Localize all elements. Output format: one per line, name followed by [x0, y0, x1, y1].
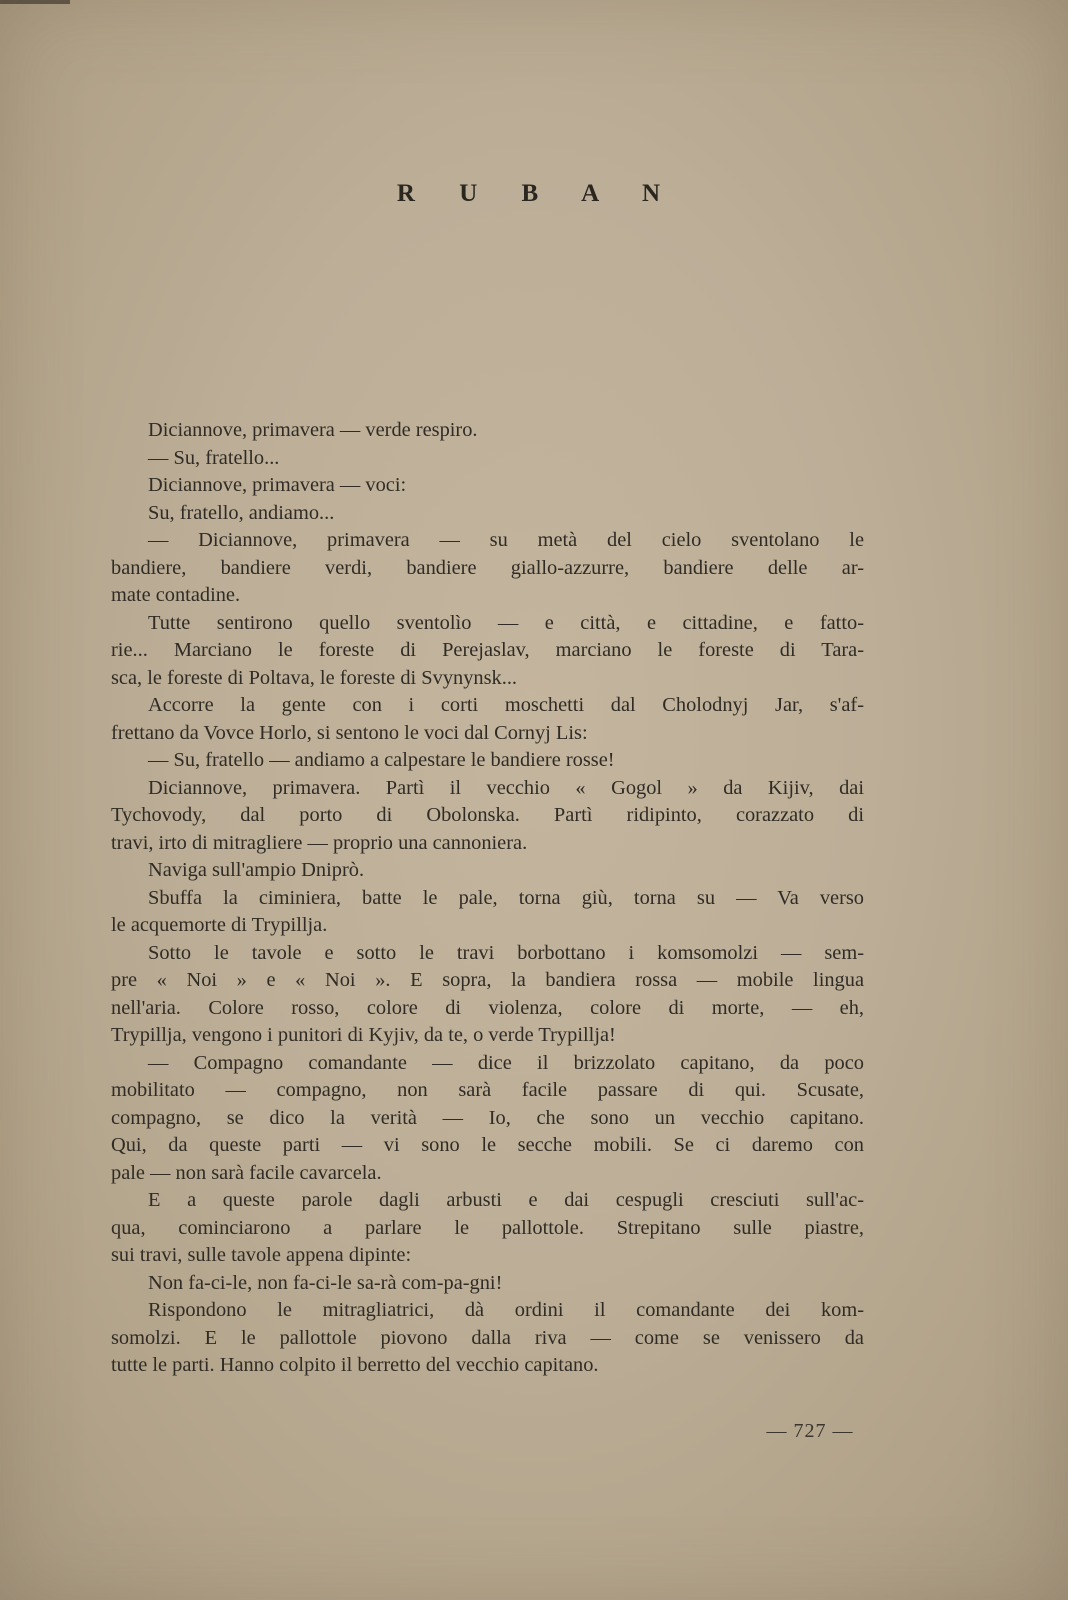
text-line: Non fa-ci-le, non fa-ci-le sa-rà com-pa-gni! — [148, 1271, 503, 1294]
text-line: somolzi. E le pallottole piovono dalla riva — come se venissero da — [111, 1326, 864, 1349]
text-line: Tychovody, dal porto di Obolonska. Partì ridipinto, corazzato di — [111, 804, 864, 826]
text-line: Accorre la gente con i corti moschetti dal Cholodnyj Jar, s'af- — [148, 694, 864, 716]
text-line: pre « Noi » e « Noi ». E sopra, la bandiera rossa — mobile lingua — [111, 969, 864, 991]
text-line: sca, le foreste di Poltava, le foreste di Svynynsk... — [111, 666, 518, 689]
text-line: Rispondono le mitragliatrici, dà ordini il comandante dei kom- — [148, 1299, 864, 1321]
text-line: travi, irto di mitragliere — proprio una cannoniera. — [111, 831, 528, 854]
text-line: — Compagno comandante — dice il brizzolato capitano, da poco — [148, 1051, 864, 1074]
text-line: — Su, fratello — andiamo a calpestare le bandiere rosse! — [148, 749, 615, 771]
scan-edge-mark — [0, 0, 70, 4]
text-line: Trypillja, vengono i punitori di Kyjiv, da te, o verde Trypillja! — [111, 1024, 616, 1046]
text-line: le acquemorte di Trypillja. — [111, 914, 328, 936]
text-line: — Su, fratello... — [148, 446, 280, 469]
text-line: qua, cominciarono a parlare le pallottole. Strepitano sulle piastre, — [111, 1216, 864, 1239]
text-line: bandiere, bandiere verdi, bandiere giallo-azzurre, bandiere delle ar- — [111, 556, 864, 579]
text-line: E a queste parole dagli arbusti e dai cespugli cresciuti sull'ac- — [148, 1189, 864, 1211]
text-line: Diciannove, primavera — verde respiro. — [148, 419, 478, 441]
text-line: Qui, da queste parti — vi sono le secche mobili. Se ci daremo con — [111, 1134, 864, 1156]
text-line: frettano da Vovce Horlo, si sentono le voci dal Cornyj Lis: — [111, 721, 588, 744]
text-line: Diciannove, primavera. Partì il vecchio « Gogol » da Kijiv, dai — [148, 776, 864, 799]
text-line: pale — non sarà facile cavarcela. — [111, 1161, 382, 1184]
text-line: Tutte sentirono quello sventolìo — e città, e cittadine, e fatto- — [148, 611, 864, 634]
body-text — [111, 417, 864, 1380]
text-line: Diciannove, primavera — voci: — [148, 474, 407, 496]
text-line: mobilitato — compagno, non sarà facile passare di qui. Scusate, — [111, 1079, 864, 1101]
text-line: Naviga sull'ampio Dniprò. — [148, 859, 365, 881]
text-line: Sotto le tavole e sotto le travi borbottano i komsomolzi — sem- — [148, 941, 864, 964]
chapter-title: R U B A N — [396, 180, 680, 207]
text-line: mate contadine. — [111, 584, 241, 606]
text-line: sui travi, sulle tavole appena dipinte: — [111, 1244, 412, 1266]
text-line: tutte le parti. Hanno colpito il berretto del vecchio capitano. — [111, 1354, 599, 1376]
text-line: rie... Marciano le foreste di Perejaslav, marciano le foreste di Tara- — [111, 639, 864, 661]
text-line: Sbuffa la ciminiera, batte le pale, torna giù, torna su — Va verso — [148, 886, 864, 909]
text-line: compagno, se dico la verità — Io, che sono un vecchio capitano. — [111, 1106, 864, 1129]
text-line: nell'aria. Colore rosso, colore di violenza, colore di morte, — eh, — [111, 996, 864, 1019]
text-line: Su, fratello, andiamo... — [148, 501, 335, 524]
page-number: — 727 — — [766, 1420, 854, 1442]
text-line: — Diciannove, primavera — su metà del cielo sventolano le — [148, 529, 864, 551]
